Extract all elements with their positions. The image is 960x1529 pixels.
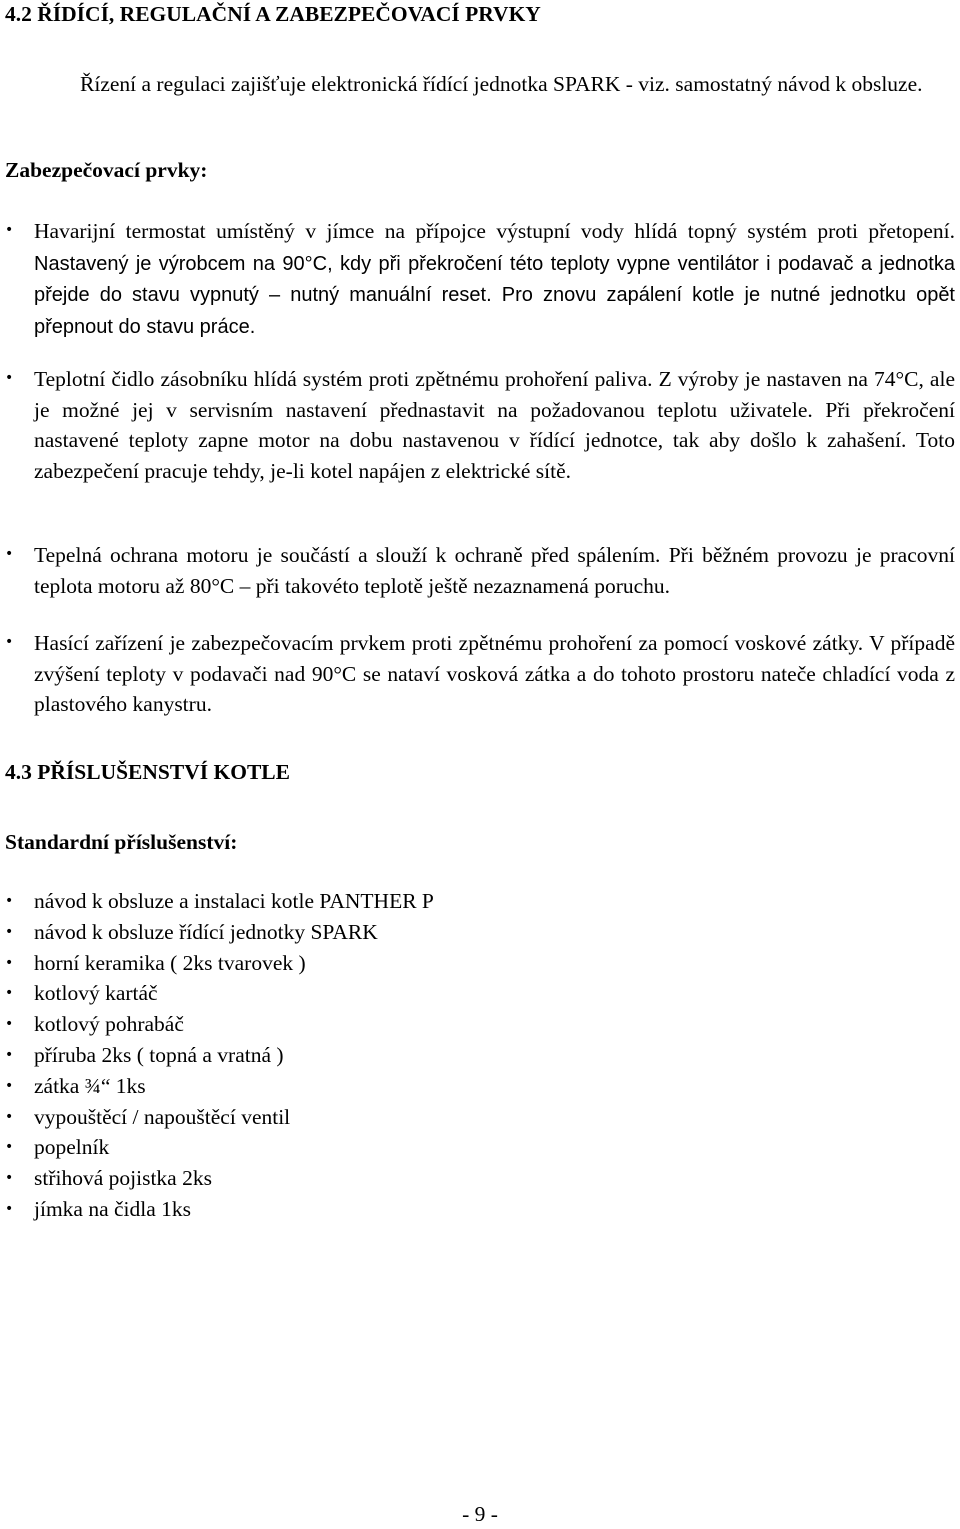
bullet-icon: • xyxy=(5,1139,14,1156)
standard-accessories-subheading: Standardní příslušenství: xyxy=(5,830,238,854)
safety-item-text xyxy=(34,216,955,342)
section-42-title: 4.2 ŘÍDÍCÍ, REGULAČNÍ A ZABEZPEČOVACÍ PRVKY xyxy=(5,2,541,26)
bullet-icon: • xyxy=(5,1200,14,1217)
list-item: • vypouštěcí / napouštěcí ventil xyxy=(5,1102,955,1133)
bullet-icon: • xyxy=(5,222,14,238)
section-43-title: 4.3 PŘÍSLUŠENSTVÍ KOTLE xyxy=(5,760,290,784)
safety-item-text-rest: Nastavený je výrobcem na 90°C, kdy při překročení této teploty vypne ventilátor i podavač a jednotka přejde do stavu vypnutý – nutný manuální reset. Pro znovu zapálení kotle je nutné jednotku opět přepnout do stavu práce. xyxy=(34,252,955,338)
bullet-icon: • xyxy=(5,1170,14,1187)
page-number: - 9 - xyxy=(462,1502,498,1526)
section-42-intro: Řízení a regulaci zajišťuje elektronická řídící jednotka SPARK - viz. samostatný návod k obsluze. xyxy=(80,72,923,96)
bullet-icon: • xyxy=(5,634,14,650)
list-item: • návod k obsluze řídící jednotky SPARK xyxy=(5,917,955,948)
bullet-icon: • xyxy=(5,923,14,940)
bullet-icon: • xyxy=(5,893,14,909)
bullet-icon: • xyxy=(5,1077,14,1094)
bullet-icon: • xyxy=(5,546,14,562)
list-item: • kotlový pohrabáč xyxy=(5,1009,955,1040)
bullet-icon: • xyxy=(5,985,14,1002)
safety-item-text: Hasící zařízení je zabezpečovacím prvkem proti zpětnému prohoření za pomocí voskové zátky. V případě zvýšení teploty v podavači nad 90°C se nataví vosková zátka a do tohoto prostoru nateče chladící voda z plastového kanystru. xyxy=(34,631,955,716)
bullet-icon: • xyxy=(5,1046,14,1063)
bullet-icon: • xyxy=(5,370,14,386)
list-item: • popelník xyxy=(5,1132,955,1163)
list-item: • jímka na čidla 1ks xyxy=(5,1194,955,1225)
bullet-icon: • xyxy=(5,954,14,971)
list-item: • střihová pojistka 2ks xyxy=(5,1163,955,1194)
bullet-icon: • xyxy=(5,1016,14,1033)
safety-elements-subheading: Zabezpečovací prvky: xyxy=(5,158,208,182)
safety-item-text: Teplotní čidlo zásobníku hlídá systém proti zpětnému prohoření paliva. Z výroby je nastaven na 74°C, ale je možné jej v servisním nastavení přednastavit na požadovanou teplotu uživatele. Při překročení nastavené teploty zapne motor na dobu nastavenou v řídící jednotce, tak aby došlo k zahašení. Toto zabezpečení pracuje tehdy, je-li kotel napájen z elektrické sítě. xyxy=(34,367,955,483)
safety-item-text: Tepelná ochrana motoru je součástí a slouží k ochraně před spálením. Při běžném provozu je pracovní teplota motoru až 80°C – při takovéto teplotě ještě nezaznamená poruchu. xyxy=(34,543,955,598)
list-item: • zátka ¾“ 1ks xyxy=(5,1071,955,1102)
list-item: • kotlový kartáč xyxy=(5,978,955,1009)
list-item: • horní keramika ( 2ks tvarovek ) xyxy=(5,948,955,979)
list-item: • návod k obsluze a instalaci kotle PANTHER P xyxy=(5,886,955,917)
safety-item-text-lead: Havarijní termostat umístěný v jímce na přípojce výstupní vody hlídá topný systém proti přetopení. xyxy=(34,219,955,243)
bullet-icon: • xyxy=(5,1108,14,1125)
accessories-list xyxy=(5,886,955,1225)
list-item: • příruba 2ks ( topná a vratná ) xyxy=(5,1040,955,1071)
